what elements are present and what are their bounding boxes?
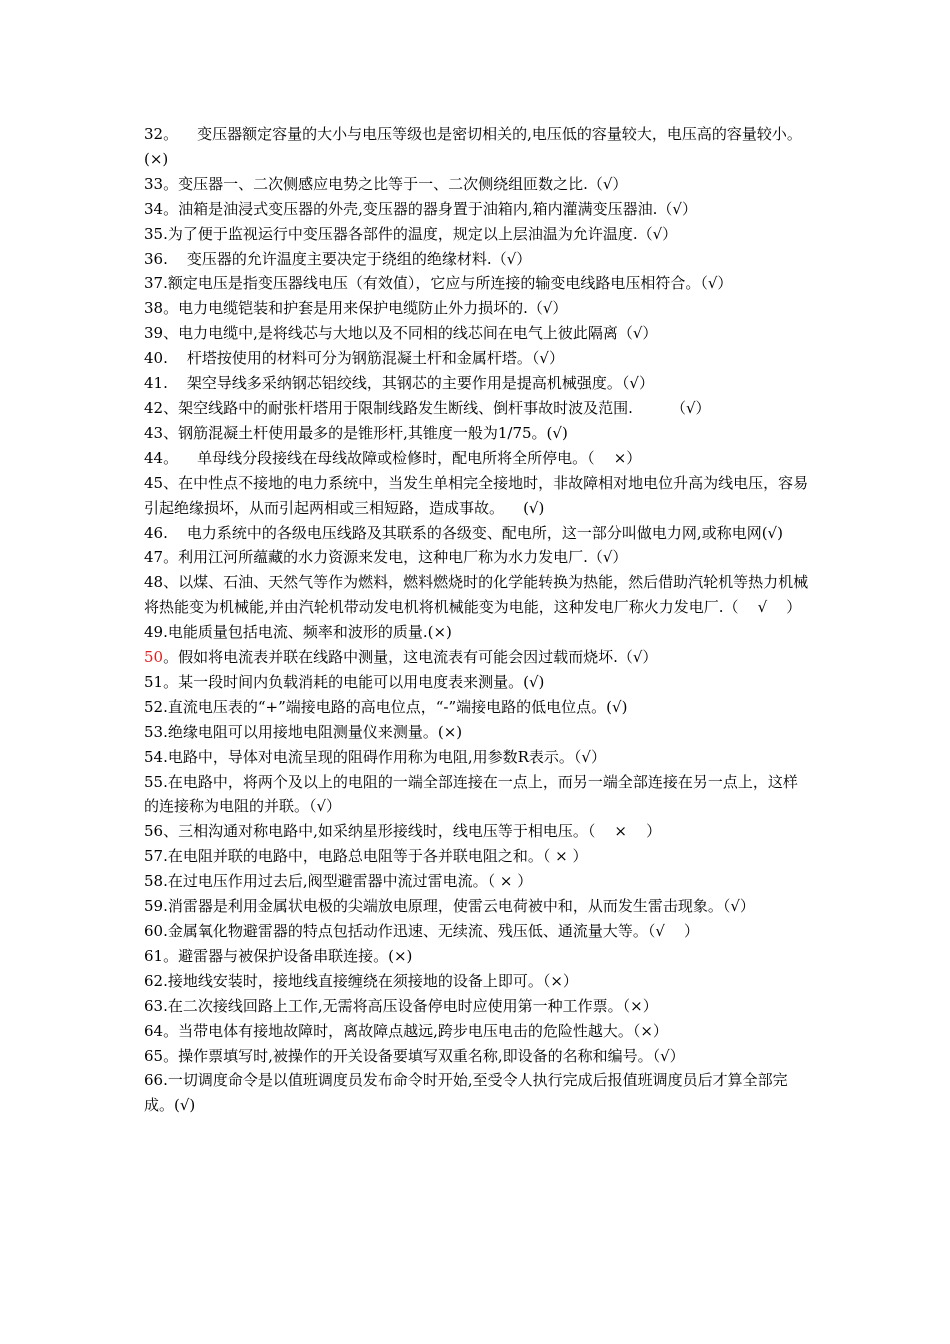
question-text: 59.消雷器是利用金属状电极的尖端放电原理，使雷云电荷被中和，从而发生雷击现象。（√） (144, 897, 755, 916)
question-item (144, 222, 812, 247)
question-text: 33。变压器一、二次侧感应电势之比等于一、二次侧绕组匝数之比.（√） (144, 174, 628, 193)
question-item (144, 645, 812, 670)
question-item (144, 122, 812, 172)
question-text: 34。油箱是油浸式变压器的外壳,变压器的器身置于油箱内,箱内灌满变压器油.（√） (144, 199, 697, 218)
question-item (144, 321, 812, 346)
question-item (144, 720, 812, 745)
question-text: 37.额定电压是指变压器线电压（有效值），它应与所连接的输变电线路电压相符合。（√） (144, 274, 733, 293)
question-item (144, 446, 812, 471)
question-text: 52.直流电压表的“+”端接电路的高电位点，“-”端接电路的低电位点。(√) (144, 697, 628, 716)
question-item (144, 994, 812, 1019)
question-text: 63.在二次接线回路上工作,无需将高压设备停电时应使用第一种工作票。（×） (144, 996, 658, 1015)
question-text: 62.接地线安装时，接地线直接缠绕在须接地的设备上即可。（×） (144, 971, 578, 990)
question-item (144, 670, 812, 695)
question-text: 43、钢筋混凝土杆使用最多的是锥形杆,其锥度一般为1/75。(√) (144, 423, 568, 442)
question-text: 36. 变压器的允许温度主要决定于绕组的绝缘材料.（√） (144, 249, 532, 268)
question-text: 60.金属氧化物避雷器的特点包括动作迅速、无续流、残压低、通流量大等。（√ ） (144, 922, 699, 940)
question-text: 45、在中性点不接地的电力系统中，当发生单相完全接地时，非故障相对地电位升高为线电压，容易引起绝缘损坏，从而引起两相或三相短路，造成事故。 (√) (144, 473, 809, 517)
question-item (144, 894, 812, 919)
question-text: 55.在电路中，将两个及以上的电阻的一端全部连接在一点上，而另一端全部连接在另一点上，这样的连接称为电阻的并联。（√） (144, 772, 798, 816)
question-item (144, 521, 812, 546)
question-item (144, 197, 812, 222)
question-item (144, 172, 812, 197)
question-text: 。假如将电流表并联在线路中测量，这电流表有可能会因过载而烧坏.（√） (163, 648, 658, 667)
question-item (144, 421, 812, 446)
question-item (144, 396, 812, 421)
question-item (144, 944, 812, 969)
question-list (144, 122, 812, 1118)
question-item (144, 271, 812, 296)
question-text: 32。 变压器额定容量的大小与电压等级也是密切相关的,电压低的容量较大，电压高的容量较小。(×) (144, 125, 802, 168)
question-text: 53.绝缘电阻可以用接地电阻测量仪来测量。(×) (144, 722, 463, 741)
question-text: 54.电路中，导体对电流呈现的阻碍作用称为电阻,用参数R表示。（√） (144, 747, 606, 766)
question-text: 65。操作票填写时,被操作的开关设备要填写双重名称,即设备的名称和编号。（√） (144, 1046, 685, 1065)
question-item (144, 770, 812, 820)
question-item (144, 1019, 812, 1044)
question-item (144, 247, 812, 272)
question-text: 40. 杆塔按使用的材料可分为钢筋混凝土杆和金属杆塔。（√） (144, 349, 564, 368)
question-text: 42、架空线路中的耐张杆塔用于限制线路发生断线、倒杆事故时波及范围. （√） (144, 398, 711, 417)
question-text: 39、电力电缆中,是将线芯与大地以及不同相的线芯间在电气上彼此隔离（√） (144, 324, 658, 343)
question-text: 66.一切调度命令是以值班调度员发布命令时开始,至受令人执行完成后报值班调度员后才算全部完成。(√) (144, 1071, 788, 1115)
question-item (144, 620, 812, 645)
question-item (144, 869, 812, 894)
question-text: 44。 单母线分段接线在母线故障或检修时，配电所将全所停电。（ ×） (144, 448, 642, 467)
question-item (144, 1068, 812, 1118)
question-text: 57.在电阻并联的电路中，电路总电阻等于各并联电阻之和。（ × ） (144, 847, 588, 866)
question-text: 56、三相沟通对称电路中,如采纳星形接线时，线电压等于相电压。（ × ） (144, 822, 662, 841)
question-item (144, 371, 812, 396)
question-text: 46. 电力系统中的各级电压线路及其联系的各级变、配电所，这一部分叫做电力网,或称电网(√) (144, 523, 783, 542)
question-text: 47。利用江河所蕴藏的水力资源来发电，这种电厂称为水力发电厂.（√） (144, 548, 628, 567)
question-text: 64。当带电体有接地故障时，离故障点越远,跨步电压电击的危险性越大。（×） (144, 1021, 668, 1040)
question-number-highlight: 50 (144, 648, 164, 667)
question-text: 38。电力电缆铠装和护套是用来保护电缆防止外力损坏的.（√） (144, 299, 568, 318)
question-item (144, 745, 812, 770)
question-item (144, 471, 812, 521)
question-text: 51。某一段时间内负载消耗的电能可以用电度表来测量。(√) (144, 672, 545, 691)
question-item (144, 346, 812, 371)
question-text: 41. 架空导线多采纳钢芯铝绞线，其钢芯的主要作用是提高机械强度。（√） (144, 374, 654, 393)
question-text: 48、以煤、石油、天然气等作为燃料，燃料燃烧时的化学能转换为热能，然后借助汽轮机等热力机械将热能变为机械能,并由汽轮机带动发电机将机械能变为电能，这种发电厂称火力发电厂.（ √ ） (144, 573, 809, 617)
question-text: 61。避雷器与被保护设备串联连接。(×) (144, 946, 413, 965)
question-item (144, 969, 812, 994)
question-text: 58.在过电压作用过去后,阀型避雷器中流过雷电流。（ × ） (144, 872, 533, 891)
question-item (144, 844, 812, 869)
question-item (144, 570, 812, 620)
question-item (144, 695, 812, 720)
question-item (144, 1044, 812, 1069)
question-text: 49.电能质量包括电流、频率和波形的质量.(×) (144, 623, 452, 642)
question-item (144, 919, 812, 944)
question-item (144, 545, 812, 570)
question-item (144, 819, 812, 844)
question-text: 35.为了便于监视运行中变压器各部件的温度，规定以上层油温为允许温度.（√） (144, 224, 678, 243)
question-item (144, 296, 812, 321)
